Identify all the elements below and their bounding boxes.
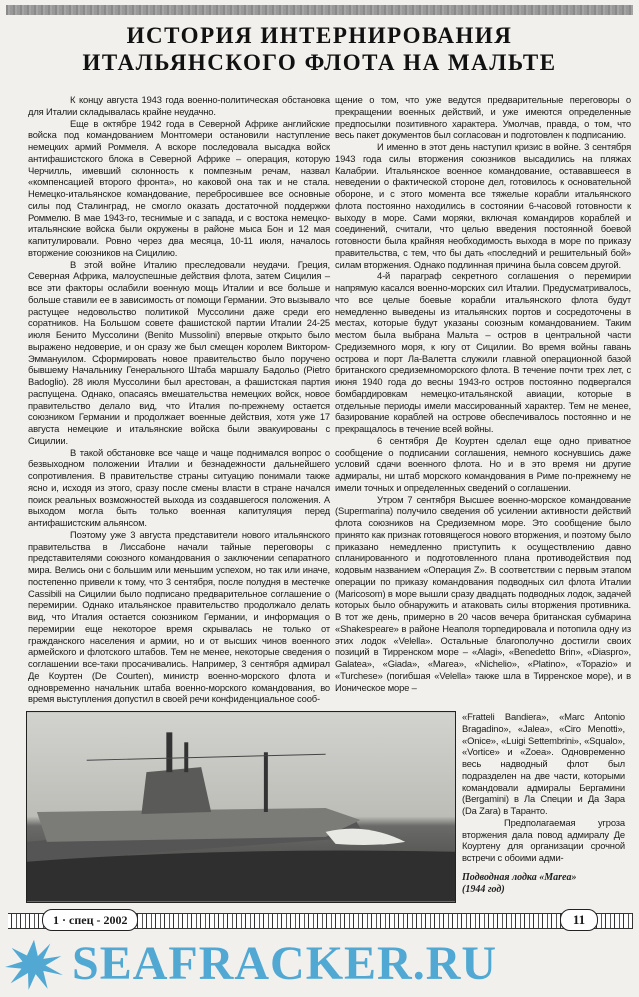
paragraph: щение о том, что уже ведутся предварительные переговоры о прекращении военных действий, и уже имеются определенные предпосылки позитивного характера. Умолчав, правда, о том, что весь пакет документов был согласован и подготовлен к подписанию. <box>335 94 631 141</box>
left-text-column <box>28 94 330 705</box>
paragraph: 6 сентября Де Коуртен сделал еще одно приватное сообщение о подписании соглашения, немного коснувшись даже условий сдачи военного флота. Но и в это время ни другие адмиралы, ни штаб морского командования в Риме по-прежнему не имели точных и определенных сведений о соглашении. <box>335 434 631 493</box>
photo-row <box>26 711 639 903</box>
paragraph: Поэтому уже 3 августа представители нового итальянского правительства в Лиссабоне начали тайные переговоры с представителями союзного командования о заключении сепаратного мира. Велись они с большим или меньшим успехом, но так или иначе, постепенно привели к тому, что 3 сентября, после полудня в местечке Cassibili на Сицилии было подписано предварительное соглашение о перемирии. Однако итальянское правительство продолжало делать вид, что Италия остается союзником Германии, и информация о перемирии еще некоторое время скрывалась не только от гражданского населения и армии, но и от высших чинов военного армейского и флотского штабов. Тем не менее, некоторые сведения о соглашении все-таки просачивались. Например, 3 сентября адмирал Де Коуртен (De Courten), министр военно-морского флота и одновременно начальник штаба военно-морского командования, во время выступления допустил в своей речи конфиденциальное сооб- <box>28 528 330 705</box>
paragraph: Утром 7 сентября Высшее военно-морское командование (Supermarina) получило сведения об усилении активности действий флота союзников на Средиземном море. Это сообщение было принято как признак готовящегося нового вторжения, и поэтому было приказано немедленно приступить к осуществлению давно спланированного и подготовленного плана противодействия под кодовым названием «Операция Z». В соответствии с первым этапом операции по приказу командования подводных сил флота Италии (Maricosom) в море вышли сразу двадцать подводных лодок, задачей которых было обнаружить и атаковать силы вторжения противника. В тот же день, примерно в 20 часов вечера британская субмарина «Shakespeare» в районе Неаполя торпедировала и потопила одну из этих лодок «Velella». Остальные благополучно достигли своих позиций в Тирренском море – «Alagi», «Benedetto Brin», «Diaspro», Galatea», «Giada», «Marea», «Nichelio», «Platino», «Topazio» и «Turchese» (погибшая «Velella» также шла в Тирренское море), и в Ионическое море – <box>335 493 631 693</box>
paragraph: К концу августа 1943 года военно-политическая обстановка для Италии складывалась крайне неудачно. <box>28 94 330 117</box>
paragraph: В такой обстановке все чаще и чаще поднимался вопрос о безвыходном положении Италии и безнадежности дальнейшего сопротивления. В правительстве страны ситуацию понимали также ясно и, исходя из этого, сразу после смены власти в стране начался поиск реальных возможностей выхода из создавшегося положения. А выходом могла быть только военная капитуляция перед антифашистским альянсом. <box>28 446 330 528</box>
paragraph: «Fratteli Bandiera», «Marc Antonio Bragadino», «Jalea», «Ciro Menotti», «Onice», «Luigi Settembrini», «Squalo», «Vortice» и «Zoea». Одновременно весь надводный флот был подразделен на две части, которыми командовали адмиралы Бергамини (Bergamini) в Ла Специи и Да Зара (Da Zara) в Таранто. <box>462 711 625 816</box>
title-line-1: ИСТОРИЯ ИНТЕРНИРОВАНИЯ <box>126 23 513 48</box>
page-number: 11 <box>560 909 598 931</box>
caption-line-1: Подводная лодка «Marea» <box>462 871 577 883</box>
paragraph: В этой войне Италию преследовали неудачи. Греция, Северная Африка, малоуспешные действия флота, затем Сицилия – все эти факторы ослабили военную мощь Италии и все больше и больше ставили ее в зависимость от помощи Германии. Это вызывало растущее недовольство политикой Муссолини даже среди его соратников. На Большом совете фашистской партии Италии 24-25 июля Бенито Муссолини (Benito Mussolini) впервые открыто было выражено недоверие, и он сразу же был смещен королем Виктором-Эммануилом. Сформировать новое правительство было поручено бывшему Начальнику Генерального Штаба маршалу Бадольо (Pietro Badoglio). 28 июля Муссолини был арестован, а фашистская партия распущена. Однако, опасаясь вмешательства немецких войск, новое правительство делало вид, что Италия по-прежнему остается союзником Германии и продолжает военные действия, хотя уже 17 августа немецкие и итальянские войска были эвакуированы с Сицилии. <box>28 258 330 446</box>
paragraph: И именно в этот день наступил кризис в войне. 3 сентября 1943 года силы вторжения союзников высадились на пляжах Калабрии. Итальянское военное командование, остававшееся в неведении о фактической стороне дел, готовилось к основательной обороне, и с этого момента все тяжелые корабли итальянского флота постоянно находились в состоянии 6-часовой готовности к выходу в море. Сами моряки, включая командиров кораблей и соединений, считали, что целью введения постоянной боевой готовности была крайняя необходимость выхода в море по приказу правительства, с тем, что бы дать «последний и решительный бой» силам вторжения. Однако подлинная причина была совсем другой. <box>335 141 631 270</box>
paragraph: Еще в октябре 1942 года в Северной Африке английские войска под командованием Монтгомери остановили наступление немецких армий Роммеля. А вскоре последовала высадка войск антифашистского блока в Северной Африке – операция, которую Черчилль, имевший склонность к помпезным речам, назвал «компенсацией второго фронта», но каковой она так и не стала. Немецко-итальянское командование, перебросившее все основные силы под Сталинград, не смогло оказать достаточной поддержки Роммелю. В мае 1943-го, теснимые и с запада, и с востока немецко-итальянские войска были окружены в районе мыса Бон и 12 мая капитулировали. Ровно через два месяца, 10-11 июля, началось вторжение союзников на Сицилию. <box>28 117 330 258</box>
watermark-star-icon <box>4 937 64 991</box>
main-columns <box>28 94 639 705</box>
paragraph: Предполагаемая угроза вторжения дала повод адмиралу Де Коуртену для организации срочной встречи с обоими адми- <box>462 816 625 863</box>
submarine-photo <box>26 711 456 903</box>
right-text-column <box>335 94 631 693</box>
paragraph: 4-й параграф секретного соглашения о перемирии напрямую касался военно-морских сил Италии. Предусматривалось, что все целые боевые корабли итальянского флота будут немедленно выведены из итальянских портов и сосредоточены в местах, которые будут указаны союзным командованием. Таким местом была выбрана Мальта – остров в центральной части Средиземного моря, к югу от Сицилии. Во время войны гавань острова и порт Ла-Валетта служили главной операционной базой британского средиземноморского флота. В течение почти трех лет, с июня 1940 года до весны 1943-го остров постоянно подвергался бомбардировкам немецко-итальянской авиации, которые в отдельные периоды имели массированный характер. Тем не менее, базирование кораблей на острове обеспечивалось постоянно и не прекращалось в течение всей войны. <box>335 270 631 434</box>
header-rule <box>6 5 633 15</box>
page-footer <box>0 909 639 933</box>
title-line-2: ИТАЛЬЯНСКОГО ФЛОТА НА МАЛЬТЕ <box>82 50 557 75</box>
watermark-row <box>4 937 639 991</box>
photo-caption <box>462 872 625 896</box>
narrow-text-column <box>462 711 625 864</box>
watermark: SEAFRACKER.RU <box>72 937 498 990</box>
issue-label: 1 · спец - 2002 <box>42 909 138 931</box>
narrow-side <box>462 711 625 896</box>
caption-line-2: (1944 год) <box>462 883 505 895</box>
article-title <box>0 22 639 76</box>
